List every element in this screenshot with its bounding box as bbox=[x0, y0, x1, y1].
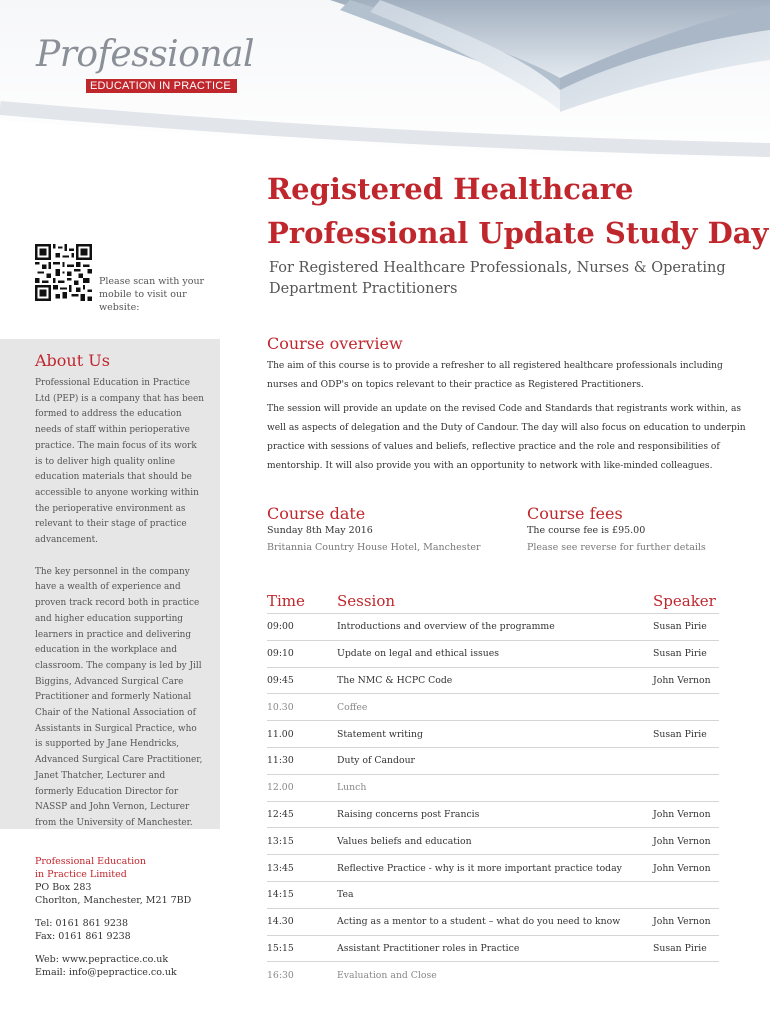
row-time: 09:00 bbox=[267, 621, 294, 633]
table-row bbox=[267, 614, 719, 641]
about-heading: About Us bbox=[35, 351, 110, 370]
about-paragraph-1: Professional Education in Practice Ltd (PEP) is a company that has been formed to address the education needs of staff within perioperative practice. The main focus of its work is to deliver high quality online education materials that should be accessible to anyone working within the perioperative environment as relevant to their stage of practice advancement. bbox=[35, 378, 204, 546]
row-time: 13:15 bbox=[267, 835, 294, 847]
email-link[interactable]: Email: info@pepractice.co.uk bbox=[35, 967, 177, 978]
overview-paragraph-1: The aim of this course is to provide a refresher to all registered healthcare professionals including nurses and ODP's on topics relevant to their practice as Registered Practitioners. bbox=[267, 361, 723, 390]
row-time: 11.00 bbox=[267, 728, 294, 740]
telephone: Tel: 0161 861 9238 bbox=[35, 918, 129, 929]
logo bbox=[36, 36, 254, 93]
row-session: Tea bbox=[337, 889, 354, 901]
company-name-line-2: in Practice Limited bbox=[35, 869, 127, 880]
overview-body bbox=[267, 357, 747, 481]
row-session: Values beliefs and education bbox=[337, 835, 472, 847]
row-session: The NMC & HCPC Code bbox=[337, 674, 453, 686]
table-row bbox=[267, 962, 719, 989]
qr-caption: Please scan with your mobile to visit our website: bbox=[99, 276, 205, 313]
spacer bbox=[35, 943, 225, 953]
table-row bbox=[267, 828, 719, 855]
row-speaker: John Vernon bbox=[653, 835, 711, 847]
row-session: Reflective Practice - why is it more important practice today bbox=[337, 862, 622, 874]
page-title bbox=[267, 167, 769, 255]
row-session: Acting as a mentor to a student – what do you need to know bbox=[337, 916, 621, 928]
course-fee: The course fee is £95.00 bbox=[527, 525, 646, 536]
row-speaker: John Vernon bbox=[653, 674, 711, 686]
row-session: Duty of Candour bbox=[337, 755, 416, 767]
schedule-table bbox=[267, 588, 719, 989]
spacer bbox=[35, 907, 225, 917]
course-venue: Britannia Country House Hotel, Manchester bbox=[267, 542, 481, 553]
row-time: 12:45 bbox=[267, 808, 294, 820]
table-row bbox=[267, 802, 719, 829]
website-link[interactable]: Web: www.pepractice.co.uk bbox=[35, 954, 169, 965]
overview-paragraph-2: The session will provide an update on the revised Code and Standards that registrants work within, as well as aspects of delegation and the Duty of Candour. The day will also focus on education to underpin practice with sessions of values and beliefs, reflective practice and the role and responsibilities of mentorship. It will also provide you with an opportunity to network with like-minded colleagues. bbox=[267, 404, 746, 471]
header-time: Time bbox=[267, 591, 305, 610]
address-line-1: PO Box 283 bbox=[35, 882, 92, 893]
table-row bbox=[267, 909, 719, 936]
header-speaker: Speaker bbox=[653, 591, 716, 610]
row-speaker: Susan Pirie bbox=[653, 648, 707, 660]
row-speaker: John Vernon bbox=[653, 916, 711, 928]
logo-wordmark: Professional bbox=[36, 34, 255, 75]
company-name-line-1: Professional Education bbox=[35, 856, 146, 867]
course-date-heading: Course date bbox=[267, 504, 366, 523]
table-row bbox=[267, 668, 719, 695]
row-speaker: John Vernon bbox=[653, 862, 711, 874]
row-session: Introductions and overview of the programme bbox=[337, 621, 555, 633]
row-time: 14:15 bbox=[267, 889, 294, 901]
row-session: Statement writing bbox=[337, 728, 423, 740]
row-time: 16:30 bbox=[267, 970, 294, 982]
row-time: 09:45 bbox=[267, 674, 294, 686]
course-fee-note: Please see reverse for further details bbox=[527, 542, 706, 553]
table-row bbox=[267, 882, 719, 909]
table-row bbox=[267, 936, 719, 963]
schedule-body bbox=[267, 614, 719, 989]
fax: Fax: 0161 861 9238 bbox=[35, 931, 131, 942]
title-line-1: Registered Healthcare bbox=[267, 172, 634, 206]
table-row bbox=[267, 641, 719, 668]
address-line-2: Chorlton, Manchester, M21 7BD bbox=[35, 895, 192, 906]
overview-heading: Course overview bbox=[267, 334, 403, 353]
title-line-2: Professional Update Study Day bbox=[267, 216, 769, 250]
table-row bbox=[267, 721, 719, 748]
row-session: Evaluation and Close bbox=[337, 970, 437, 982]
row-time: 15:15 bbox=[267, 942, 294, 954]
row-session: Lunch bbox=[337, 782, 367, 794]
table-row bbox=[267, 775, 719, 802]
logo-tagline: EDUCATION IN PRACTICE bbox=[86, 79, 237, 93]
course-fees-heading: Course fees bbox=[527, 504, 623, 523]
row-time: 09:10 bbox=[267, 648, 294, 660]
qr-code-icon[interactable] bbox=[35, 244, 92, 301]
row-time: 14.30 bbox=[267, 916, 294, 928]
about-paragraph-2: The key personnel in the company have a wealth of experience and proven track record both in practice and higher education supporting learners in practice and delivering education in the workplace and classroom. The company is led by Jill Biggins, Advanced Surgical Care Practitioner and formerly National Chair of the National Association of Assistants in Surgical Practice, who is supported by Jane Hendricks, Advanced Surgical Care Practitioner, Janet Thatcher, Lecturer and formerly Education Director for NASSP and John Vernon, Lecturer from the University of Manchester. bbox=[35, 566, 203, 828]
row-session: Coffee bbox=[337, 701, 368, 713]
contact-details bbox=[35, 855, 225, 979]
row-session: Raising concerns post Francis bbox=[337, 808, 480, 820]
row-time: 13:45 bbox=[267, 862, 294, 874]
row-session: Update on legal and ethical issues bbox=[337, 648, 500, 660]
schedule-header-row bbox=[267, 588, 719, 614]
row-speaker: Susan Pirie bbox=[653, 942, 707, 954]
table-row bbox=[267, 748, 719, 775]
course-date: Sunday 8th May 2016 bbox=[267, 525, 373, 536]
row-time: 10.30 bbox=[267, 701, 294, 713]
row-time: 12.00 bbox=[267, 782, 294, 794]
row-session: Assistant Practitioner roles in Practice bbox=[337, 942, 520, 954]
header-banner bbox=[0, 0, 770, 165]
header-session: Session bbox=[337, 591, 396, 610]
row-speaker: John Vernon bbox=[653, 808, 711, 820]
about-sidebar bbox=[0, 339, 220, 829]
row-speaker: Susan Pirie bbox=[653, 621, 707, 633]
table-row bbox=[267, 694, 719, 721]
page-subtitle: For Registered Healthcare Professionals, Nurses & Operating Department Practitioners bbox=[269, 260, 726, 297]
row-time: 11:30 bbox=[267, 755, 294, 767]
row-speaker: Susan Pirie bbox=[653, 728, 707, 740]
table-row bbox=[267, 855, 719, 882]
